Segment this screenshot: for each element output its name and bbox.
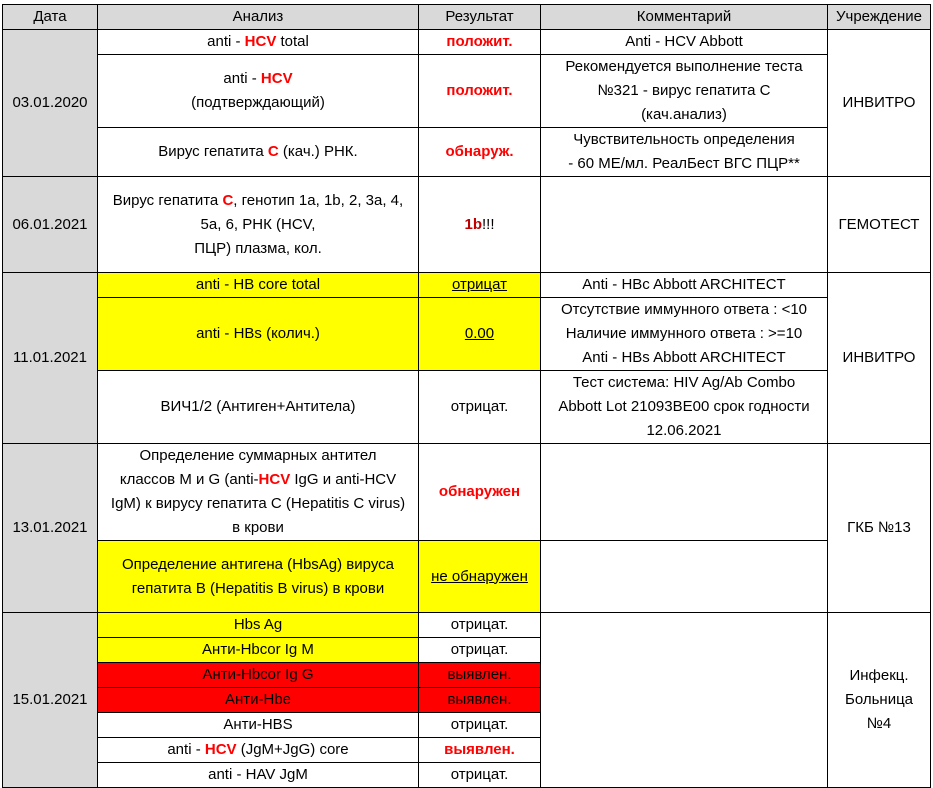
table-row xyxy=(3,613,931,638)
institution-cell: ГКБ №13 xyxy=(828,444,931,613)
table-row xyxy=(3,541,931,613)
table-row xyxy=(3,444,931,541)
result-cell: отрицат. xyxy=(419,763,541,788)
result-cell: 1b!!! xyxy=(419,177,541,273)
lab-results-table xyxy=(2,4,931,788)
result-cell: отрицат. xyxy=(419,371,541,444)
result-cell: положит. xyxy=(419,30,541,55)
header-comment: Комментарий xyxy=(541,5,828,30)
result-cell: отрицат. xyxy=(419,613,541,638)
result-cell: обнаружен xyxy=(419,444,541,541)
result-cell: отрицат. xyxy=(419,638,541,663)
header-analysis: Анализ xyxy=(98,5,419,30)
analysis-cell: Вирус гепатита С (кач.) РНК. xyxy=(98,128,419,177)
table-row xyxy=(3,128,931,177)
result-cell: положит. xyxy=(419,55,541,128)
result-cell: выявлен. xyxy=(419,688,541,713)
institution-cell: Инфекц. Больница №4 xyxy=(828,613,931,788)
table-row xyxy=(3,371,931,444)
header-institution: Учреждение xyxy=(828,5,931,30)
analysis-cell: Hbs Ag xyxy=(98,613,419,638)
analysis-cell: anti - HCV (подтверждающий) xyxy=(98,55,419,128)
analysis-cell: Определение суммарных антител классов M и G (anti-HCV IgG и anti-HCV IgM) к вирусу гепатита C (Hepatitis C virus) в крови xyxy=(98,444,419,541)
result-cell: отрицат xyxy=(419,273,541,298)
analysis-cell: Вирус гепатита С, генотип 1a, 1b, 2, 3a, 4, 5a, 6, РНК (HCV, ПЦР) плазма, кол. xyxy=(98,177,419,273)
table-row xyxy=(3,177,931,273)
analysis-cell: Анти-Hbcor Ig G xyxy=(98,663,419,688)
result-cell: отрицат. xyxy=(419,713,541,738)
institution-cell: ИНВИТРО xyxy=(828,30,931,177)
table-row xyxy=(3,273,931,298)
analysis-cell: anti - HBs (колич.) xyxy=(98,298,419,371)
analysis-cell: Определение антигена (HbsAg) вируса гепатита B (Hepatitis B virus) в крови xyxy=(98,541,419,613)
comment-cell: Anti - HCV Abbott xyxy=(541,30,828,55)
result-cell: выявлен. xyxy=(419,663,541,688)
comment-cell: Рекомендуется выполнение теста №321 - вирус гепатита С (кач.анализ) xyxy=(541,55,828,128)
comment-cell: Отсутствие иммунного ответа : <10 Наличие иммунного ответа : >=10 Anti - HBs Abbott ARCHITECT xyxy=(541,298,828,371)
date-cell: 06.01.2021 xyxy=(3,177,98,273)
comment-cell xyxy=(541,444,828,541)
analysis-cell: anti - HCV total xyxy=(98,30,419,55)
analysis-cell: anti - HAV JgM xyxy=(98,763,419,788)
analysis-cell: anti - HCV (JgM+JgG) core xyxy=(98,738,419,763)
analysis-cell: Анти-Hbe xyxy=(98,688,419,713)
comment-cell xyxy=(541,613,828,788)
date-cell: 11.01.2021 xyxy=(3,273,98,444)
date-cell: 13.01.2021 xyxy=(3,444,98,613)
comment-cell: Anti - HBc Abbott ARCHITECT xyxy=(541,273,828,298)
result-cell: выявлен. xyxy=(419,738,541,763)
table-row xyxy=(3,55,931,128)
result-cell: не обнаружен xyxy=(419,541,541,613)
result-cell: 0.00 xyxy=(419,298,541,371)
result-cell: обнаруж. xyxy=(419,128,541,177)
header-date: Дата xyxy=(3,5,98,30)
institution-cell: ИНВИТРО xyxy=(828,273,931,444)
header-result: Результат xyxy=(419,5,541,30)
table-row xyxy=(3,30,931,55)
analysis-cell: Анти-Hbcor Ig M xyxy=(98,638,419,663)
date-cell: 15.01.2021 xyxy=(3,613,98,788)
header-row xyxy=(3,5,931,30)
date-cell: 03.01.2020 xyxy=(3,30,98,177)
institution-cell: ГЕМОТЕСТ xyxy=(828,177,931,273)
comment-cell xyxy=(541,541,828,613)
comment-cell xyxy=(541,177,828,273)
analysis-cell: ВИЧ1/2 (Антиген+Антитела) xyxy=(98,371,419,444)
comment-cell: Чувствительность определения - 60 МЕ/мл. РеалБест ВГС ПЦР** xyxy=(541,128,828,177)
analysis-cell: anti - HB core total xyxy=(98,273,419,298)
table-row xyxy=(3,298,931,371)
analysis-cell: Анти-HBS xyxy=(98,713,419,738)
comment-cell: Тест система: HIV Ag/Ab Combo Abbott Lot 21093BE00 срок годности 12.06.2021 xyxy=(541,371,828,444)
